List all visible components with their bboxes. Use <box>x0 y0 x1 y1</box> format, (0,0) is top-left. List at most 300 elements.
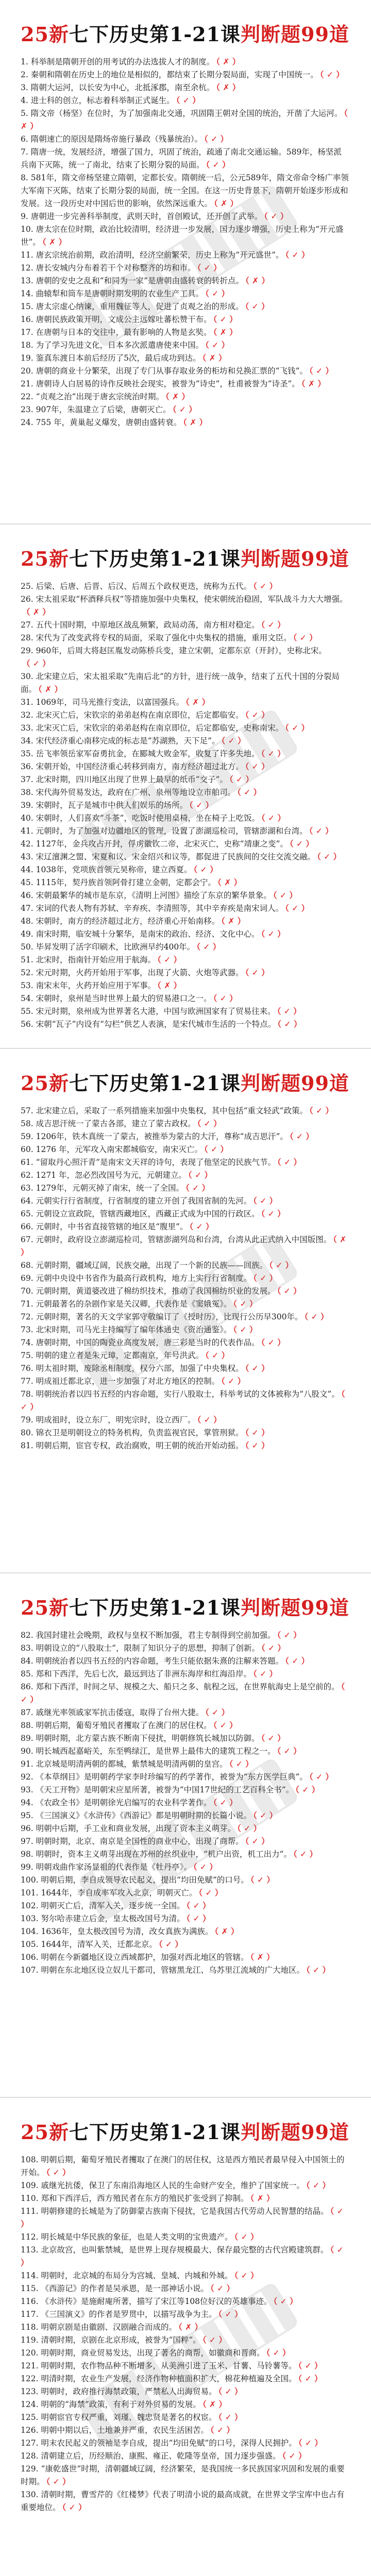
question-item <box>21 1324 349 1336</box>
question-text: 宋辽澶渊之盟、宋夏和议、宋金绍兴和议等，都促进了民族间的交往交流交融。 <box>36 852 316 861</box>
question-number: 56. <box>21 1020 33 1029</box>
question-text: 唐朝的商业十分繁荣，出现了专门从事存取业务的柜坊和兑换汇票的“飞钱”。 <box>36 366 308 376</box>
question-item <box>21 1439 349 1452</box>
question-item <box>21 1375 349 1388</box>
answer-mark: （ ✗ ） <box>216 57 241 66</box>
question-number: 5. <box>21 109 28 118</box>
question-item <box>21 979 349 992</box>
question-text: 明朝设立的“八股取士”，限制了知识分子的思想，抑制了创新。 <box>36 1643 260 1653</box>
question-number: 38. <box>21 788 33 797</box>
question-text: 1636年，皇太极改国号为清，改女真族为满族。 <box>41 1927 213 1936</box>
question-text: 隋朝速亡的原因是隋炀帝施行暴政（残暴统治）。 <box>30 134 203 144</box>
question-text: 宋朝最繁华的城市是东京，《清明上河图》描绘了东京的繁华景象。 <box>36 891 272 900</box>
question-item <box>21 825 349 838</box>
question-text: 1279年，元朝灭掉了南宋，统一了全国。 <box>36 1183 184 1193</box>
question-text: 明朝后期，葡萄牙殖民者攫取了在澳门的居住权，这是西方殖民者最早侵入中国领土的开始。 <box>21 2155 345 2177</box>
question-number: 13. <box>21 276 33 285</box>
question-text: 清朝时期，曹雪芹的《红楼梦》代表了明清小说的最高成就，在世界文学宝库中也占有重要地位。 <box>21 2490 345 2512</box>
question-number: 43. <box>21 852 33 861</box>
question-text: 秦朝和隋朝在历史上的地位是相似的，都结束了长期分裂局面，实现了中国统一。 <box>30 70 318 79</box>
answer-mark: （ ✓ ） <box>277 1631 301 1640</box>
question-text: 明朝在东北地区设立奴儿干都司，管辖黑龙江、乌苏里江流域的广大地区。 <box>41 1965 305 1975</box>
question-item <box>21 1143 349 1156</box>
question-number: 81. <box>21 1441 33 1450</box>
question-number: 92. <box>21 1772 33 1782</box>
title-main: 七下历史第1-21课 <box>69 1596 241 1619</box>
answer-mark: （ ✓ ） <box>298 2374 323 2383</box>
question-item <box>21 722 349 735</box>
question-item <box>21 735 349 748</box>
question-text: “留取丹心照汗青”是南宋文天祥的诗句，表现了他坚定的民族气节。 <box>36 1158 276 1167</box>
question-text: 宋朝时，人们喜欢“斗茶”，吃饭时使用桌椅，坐在椅子上吃饭。 <box>36 814 260 823</box>
answer-mark: （ ✗ ） <box>217 878 242 887</box>
answer-mark: （ ✓ ） <box>210 2426 234 2435</box>
question-number: 66. <box>21 1222 33 1231</box>
question-number: 35. <box>21 749 33 758</box>
question-number: 109. <box>21 2181 39 2190</box>
question-item <box>21 1349 349 1362</box>
question-text: 明朝统治者以四书五经的内容命题，考生只能依据朱熹的注解来答题。 <box>36 1656 284 1666</box>
answer-mark: （ ✓ ） <box>218 2387 243 2396</box>
answer-mark: （ ✗ ） <box>250 1953 275 1962</box>
question-number: 63. <box>21 1183 33 1193</box>
question-item <box>21 249 349 262</box>
question-number: 17. <box>21 328 33 337</box>
answer-mark: （ ✓ ） <box>309 826 333 836</box>
question-number: 104. <box>21 1927 39 1936</box>
answer-mark: （ ✓ ） <box>245 968 269 977</box>
question-item <box>21 709 349 722</box>
question-text: 唐朝的安史之乱和“和同为一家”是唐朝由盛转衰的转折点。 <box>36 276 244 285</box>
answer-mark: （ ✓ ） <box>188 1171 212 1180</box>
question-item <box>21 2411 349 2424</box>
answer-mark: （ ✓ ） <box>205 1708 230 1717</box>
question-item <box>21 1169 349 1182</box>
question-number: 115. <box>21 2284 39 2293</box>
answer-mark: （ ✗ ） <box>22 607 50 617</box>
question-number: 58. <box>21 1119 33 1128</box>
question-text: 隋朝大运河，以长安为中心，北抵涿郡，南至余杭。 <box>30 83 215 92</box>
question-number: 121. <box>21 2361 39 2370</box>
question-item <box>21 2295 349 2308</box>
question-text: 元朝时期，疆域辽阔，民族交融，出现了一个新的民族——回族。 <box>36 1261 268 1270</box>
answer-mark: （ ✓ ） <box>233 1299 258 1309</box>
question-item <box>21 172 349 210</box>
answer-mark: （ ✓ ） <box>253 582 278 591</box>
answer-mark: （ ✗ ） <box>38 685 63 694</box>
question-item <box>21 2179 349 2192</box>
question-text: 明长城是中华民族的象征，也是人类文明的宝贵遗产。 <box>41 2232 233 2242</box>
question-text: 明朝后期，葡萄牙殖民者攫取了在澳门的居住权。 <box>36 1721 212 1730</box>
question-item <box>21 1005 349 1018</box>
question-item <box>21 1706 349 1719</box>
question-number: 45. <box>21 878 33 887</box>
question-text: 后梁、后唐、后晋、后汉、后周五个政权更迭，统称为五代。 <box>36 582 252 591</box>
title-suffix: 判断题99道 <box>241 2121 349 2144</box>
question-item <box>21 1259 349 1272</box>
question-item <box>21 1018 349 1031</box>
answer-mark: （ ✗ ） <box>213 328 238 337</box>
question-text: 元朝时，为了加强对边疆地区的管理，设置了澎湖巡检司，管辖澎湖和台湾。 <box>36 826 308 836</box>
question-item <box>21 1758 349 1771</box>
question-item <box>21 902 349 915</box>
question-text: 宋朝时，瓦子是城市中供人们娱乐的场所。 <box>36 801 188 810</box>
answer-mark: （ ✓ ） <box>197 263 222 273</box>
question-number: 108. <box>21 2155 39 2164</box>
question-text: 宋代经济重心南移完成的标志是“苏湖熟，天下足”。 <box>36 736 220 745</box>
question-item <box>21 81 349 94</box>
question-text: 宋代为了改变武将专权的局面，采取了强化中央集权的措施，重用文臣。 <box>36 633 292 642</box>
question-number: 123. <box>21 2387 39 2396</box>
question-number: 51. <box>21 955 33 964</box>
answer-mark: （ ✓ ） <box>213 1798 238 1807</box>
question-item <box>21 748 349 760</box>
question-item <box>21 403 349 416</box>
question-number: 130. <box>21 2490 39 2499</box>
question-number: 54. <box>21 994 33 1003</box>
question-number: 3. <box>21 83 28 92</box>
sheet-2 <box>0 524 371 1049</box>
question-item <box>21 1208 349 1221</box>
question-text: 宋朝“瓦子”内设有“勾栏”供艺人表演，是宋代城市生活的一个特点。 <box>36 1020 276 1029</box>
question-text: 宋元时期，泉州成为世界著名大港，中国与欧洲国家有了贸易往来。 <box>36 1007 276 1016</box>
question-number: 10. <box>21 225 33 234</box>
question-text: 明末农民起义的领袖是李自成，提出“均田免赋”的口号，深得人民拥护。 <box>41 2438 297 2448</box>
answer-mark: （ ✓ ） <box>261 1338 285 1347</box>
question-item <box>21 133 349 146</box>
question-text: 明朝后期，李自成领导农民起义，提出“均田免赋”的口号。 <box>41 1875 249 1885</box>
question-number: 30. <box>21 672 33 681</box>
question-item <box>21 2437 349 2450</box>
question-number: 59. <box>21 1132 33 1141</box>
answer-mark: （ ✓ ） <box>197 1119 222 1128</box>
question-item <box>21 1221 349 1233</box>
question-text: 1206年，铁木真统一了蒙古，被推举为蒙古的大汗，尊称“成吉思汗”。 <box>36 1132 288 1141</box>
question-number: 14. <box>21 289 33 298</box>
question-text: 元朝时，政府设立澎湖巡检司，管辖澎湖列岛和台湾，台湾从此正式纳入中国版图。 <box>36 1235 332 1244</box>
question-text: 《农政全书》是明朝徐光启编写的农业科学著作。 <box>36 1798 212 1807</box>
answer-mark: （ ✓ ） <box>245 710 269 720</box>
question-number: 7. <box>21 147 28 157</box>
question-number: 96. <box>21 1824 33 1833</box>
answer-mark: （ ✓ ） <box>298 2361 323 2370</box>
answer-mark: （ ✓ ） <box>186 1901 211 1910</box>
question-text: 明朝时，北京城的布局分为宫城、皇城、内城和外城。 <box>41 2271 233 2280</box>
question-number: 77. <box>21 1377 33 1386</box>
question-number: 90. <box>21 1747 33 1756</box>
question-text: 成吉思汗统一了蒙古各部，建立了蒙古政权。 <box>36 1119 196 1128</box>
question-item <box>21 967 349 979</box>
question-item <box>21 2282 349 2295</box>
question-item <box>21 1272 349 1285</box>
question-item <box>21 1388 349 1414</box>
question-text: 1069年，司马光推行变法，以富国强兵。 <box>36 698 184 707</box>
question-number: 25. <box>21 582 33 591</box>
question-text: “康乾盛世”时期，清朝疆域辽阔，经济繁荣，是我国统一多民族国家巩固和发展的重要时期。 <box>21 2464 345 2486</box>
answer-mark: （ ✓ ） <box>221 736 246 745</box>
answer-mark: （ ✓ ） <box>293 1850 317 1859</box>
title-main: 七下历史第1-21课 <box>69 547 241 570</box>
question-text: 明朝统治者以四书五经的内容命题，实行八股取士，科举考试的文体被称为“八股文”。 <box>36 1389 340 1399</box>
question-number: 87. <box>21 1708 33 1717</box>
title-main: 七下历史第1-21课 <box>69 2121 241 2144</box>
answer-mark: （ ✓ ） <box>186 1914 211 1923</box>
question-text: 北京城是明清两朝的都城，紫禁城是明清两朝的皇宫。 <box>36 1759 228 1769</box>
question-number: 91. <box>21 1759 33 1769</box>
question-number: 44. <box>21 865 33 874</box>
question-number: 67. <box>21 1235 33 1244</box>
answer-mark: （ ✓ ） <box>282 2451 307 2461</box>
question-number: 125. <box>21 2413 39 2422</box>
question-number: 106. <box>21 1953 39 1962</box>
answer-mark: （ ✓ ） <box>245 762 269 771</box>
answer-mark: （ ✓ ） <box>237 788 262 797</box>
answer-mark: （ ✓ ） <box>293 633 317 642</box>
question-text: 明朝时期，农作物品种不断增多，从美洲引进了玉米、甘薯、马铃薯等。 <box>41 2361 297 2370</box>
answer-mark: （ ✓ ） <box>158 1940 183 1949</box>
question-number: 119. <box>21 2335 39 2345</box>
question-item <box>21 632 349 645</box>
question-item <box>21 2308 349 2321</box>
question-text: 《水浒传》是施耐庵所著，描写了宋江等108位好汉的英雄事迹。 <box>41 2297 272 2306</box>
question-item <box>21 365 349 378</box>
question-number: 85. <box>21 1669 33 1679</box>
question-number: 18. <box>21 341 33 350</box>
question-item <box>21 1809 349 1822</box>
question-text: 北宋时，指南针开始应用于航海。 <box>36 955 156 964</box>
question-number: 88. <box>21 1721 33 1730</box>
question-number: 114. <box>21 2271 39 2280</box>
answer-mark: （ ✓ ） <box>206 160 230 170</box>
question-item <box>21 1887 349 1900</box>
question-item <box>21 1745 349 1758</box>
question-number: 29. <box>21 646 33 655</box>
question-number: 95. <box>21 1811 33 1820</box>
question-number: 20. <box>21 366 33 376</box>
question-item <box>21 146 349 172</box>
answer-mark: （ ✗ ） <box>301 379 326 388</box>
question-text: 960年，后周大将赵匡胤发动陈桥兵变，建立宋朝，定都东京（开封），史称北宋。 <box>36 646 327 655</box>
question-text: 明朝时期，北方蒙古族不断南下侵扰，明朝修筑长城加以防御。 <box>36 1734 260 1743</box>
answer-mark: （ ✓ ） <box>198 1888 223 1897</box>
question-text: 北宋建立后，宋太祖采取“先南后北”的方针，进行统一战争，结束了五代十国的分裂局面。 <box>21 672 340 694</box>
question-item <box>21 2424 349 2437</box>
question-text: 《三国演义》《水浒传》《西游记》都是明朝时期的长篇小说。 <box>36 1811 252 1820</box>
question-item <box>21 262 349 275</box>
question-item <box>21 56 349 69</box>
question-item <box>21 223 349 249</box>
sheet-1 <box>0 0 371 524</box>
question-item <box>21 275 349 287</box>
answer-mark: （ ✗ ） <box>214 199 239 208</box>
question-text: 元朝时，中书省直接管辖的地区是“腹里”。 <box>36 1222 188 1231</box>
answer-mark: （ ✓ ） <box>193 865 218 874</box>
question-number: 99. <box>21 1862 33 1872</box>
question-number: 32. <box>21 710 33 720</box>
answer-mark: （ ✓ ） <box>245 1837 269 1846</box>
question-item <box>21 1629 349 1642</box>
question-list <box>21 1105 349 1452</box>
question-number: 65. <box>21 1209 33 1218</box>
question-number: 47. <box>21 904 33 913</box>
question-item <box>21 1797 349 1809</box>
question-item <box>21 1311 349 1324</box>
question-text: 北宋时期，司马光主持编写了编年体通史《资治通鉴》。 <box>36 1325 232 1334</box>
question-item <box>21 1874 349 1887</box>
question-number: 100. <box>21 1875 39 1885</box>
question-item <box>21 786 349 799</box>
question-item <box>21 1900 349 1912</box>
title-main: 七下历史第1-21课 <box>69 1072 241 1095</box>
question-item <box>21 2244 349 2269</box>
question-text: 《西游记》的作者是吴承恩，是一部神话小说。 <box>41 2284 209 2293</box>
question-item <box>21 2347 349 2360</box>
question-number: 36. <box>21 762 33 771</box>
sheet-4 <box>0 1573 371 2098</box>
question-text: 581年，隋文帝杨坚建立隋朝，定都长安。隋朝统一后，公元589年，隋文帝命令杨广率领大军南下灭陈，结束了长期分裂的局面，统一全国。在这一历史背景下，隋朝开始逐步形成和发展。这一段历史对中国后世的影响，依然深远重大。 <box>21 173 349 208</box>
question-item <box>21 1298 349 1311</box>
question-item <box>21 339 349 352</box>
question-number: 71. <box>21 1299 33 1309</box>
question-number: 52. <box>21 968 33 977</box>
question-item <box>21 1156 349 1169</box>
answer-mark: （ ✓ ） <box>309 1772 333 1782</box>
question-number: 57. <box>21 1106 33 1115</box>
answer-mark: （ ✓ ） <box>234 2232 259 2242</box>
question-list <box>21 1629 349 1977</box>
sheet-title <box>21 547 349 571</box>
question-number: 126. <box>21 2426 39 2435</box>
question-number: 129. <box>21 2464 39 2473</box>
answer-mark: （ ✓ ） <box>253 1669 278 1679</box>
answer-mark: （ ✓ ） <box>261 749 285 758</box>
question-text: 1644年，李自成率军攻入北京，明朝灭亡。 <box>41 1888 197 1897</box>
answer-mark: （ ✓ ） <box>269 1261 294 1270</box>
question-text: 北宋灭亡后，宋钦宗的弟弟赵构在南京即位，后定都临安，史称南宋。 <box>36 723 284 733</box>
answer-mark: （ ✓ ） <box>306 2181 330 2190</box>
question-text: 隋唐一统，发展经济，增强了国力，巩固了统治，疏通了南北交通运输。589年，杨坚派兵南下灭陈，统一了南北，结束了长期分裂的局面。 <box>21 147 342 170</box>
question-text: 北宋建立后，采取了一系列措施来加强中央集权，其中包括“重文轻武”政策。 <box>36 1106 308 1115</box>
question-text: 《三国演义》的作者是罗贯中，以描写战争为主。 <box>41 2310 217 2319</box>
question-item <box>21 2385 349 2398</box>
answer-mark: （ ✓ ） <box>202 2335 227 2345</box>
answer-mark: （ ✓ ） <box>229 1759 254 1769</box>
question-number: 19. <box>21 353 33 363</box>
question-number: 50. <box>21 942 33 952</box>
question-item <box>21 1938 349 1951</box>
question-list <box>21 2154 349 2514</box>
answer-mark: （ ✓ ） <box>189 801 214 810</box>
question-number: 120. <box>21 2348 39 2358</box>
answer-mark: （ ✓ ） <box>253 1196 278 1206</box>
question-number: 69. <box>21 1274 33 1283</box>
question-text: 毕昇发明了活字印刷术，比欧洲早约400年。 <box>36 942 195 952</box>
title-suffix: 判断题99道 <box>241 23 349 46</box>
question-item <box>21 1912 349 1925</box>
answer-mark: （ ✓ ） <box>309 1106 333 1115</box>
question-item <box>21 210 349 223</box>
question-number: 103. <box>21 1914 39 1923</box>
question-item <box>21 619 349 632</box>
answer-mark: （ ✗ ） <box>157 981 182 990</box>
question-list <box>21 56 349 429</box>
answer-mark: （ ✓ ） <box>285 904 310 913</box>
answer-mark: （ ✓ ） <box>304 1312 329 1321</box>
question-text: 元朝最著名的杂剧作家是关汉卿，代表作是《窦娥冤》。 <box>36 1299 232 1309</box>
answer-mark: （ ✓ ） <box>317 852 342 861</box>
question-item <box>21 2334 349 2347</box>
question-text: 宋元时期，火药开始用于军事，出现了火箭、火炮等武器。 <box>36 968 244 977</box>
question-number: 124. <box>21 2400 39 2409</box>
question-number: 73. <box>21 1325 33 1334</box>
question-text: 明朝中期以后，土地兼并严重，农民生活困苦。 <box>41 2426 209 2435</box>
question-item <box>21 2372 349 2385</box>
question-text: 南宋时期，临安城十分繁华，是南宋的政治、经济、文化中心。 <box>36 929 260 939</box>
sheet-title <box>21 2121 349 2144</box>
answer-mark: （ ✓ ） <box>285 723 310 733</box>
question-text: 1127年，金兵攻占开封，俘虏徽钦二帝，北宋灭亡，史称“靖康之变”。 <box>36 839 288 849</box>
question-text: 曲辕犁和筒车是唐朝时期发明的农业生产工具。 <box>36 289 204 298</box>
question-text: 明朝时期，北京、南京是全国性的商业中心，出现了商帮。 <box>36 1837 244 1846</box>
question-item <box>21 2205 349 2231</box>
answer-mark: （ ✓ ） <box>197 1415 222 1425</box>
question-text: 明朝时，政府推行海禁政策，严禁私人出海贸易。 <box>41 2387 217 2396</box>
answer-mark: （ ✓ ） <box>213 1721 238 1730</box>
question-text: 明朝的建立者是朱元璋，定都南京，年号洪武。 <box>36 1351 204 1360</box>
question-number: 21. <box>21 379 33 388</box>
question-text: 明朝中后期，手工业和商业发展，出现了资本主义萌芽。 <box>36 1824 236 1833</box>
question-text: 明朝灭亡后，清军入关，逐步统一全国。 <box>41 1901 185 1910</box>
question-item <box>21 1668 349 1681</box>
question-item <box>21 2321 349 2334</box>
question-item <box>21 1233 349 1259</box>
sheet-title <box>21 23 349 46</box>
question-number: 70. <box>21 1286 33 1296</box>
answer-mark: （ ✓ ） <box>277 1286 301 1296</box>
question-text: 明清时期，农业生产发展，经济作物种植面积扩大，棉花种植遍及全国。 <box>41 2374 297 2383</box>
title-suffix: 判断题99道 <box>241 1072 349 1095</box>
question-text: 明成祖时，设立东厂，明宪宗时，设立西厂。 <box>36 1415 196 1425</box>
question-number: 78. <box>21 1389 33 1399</box>
question-number: 110. <box>21 2194 39 2203</box>
answer-mark: （ ✗ ） <box>165 392 190 401</box>
answer-mark: （ ✓ ） <box>204 134 229 144</box>
question-number: 128. <box>21 2451 39 2461</box>
question-item <box>21 2488 349 2514</box>
title-prefix: 25新 <box>21 1072 69 1095</box>
question-item <box>21 1964 349 1977</box>
question-number: 31. <box>21 698 33 707</box>
title-prefix: 25新 <box>21 1596 69 1619</box>
question-number: 28. <box>21 633 33 642</box>
question-item <box>21 838 349 851</box>
answer-mark: （ ✗ ） <box>183 418 208 427</box>
question-item <box>21 851 349 863</box>
question-number: 80. <box>21 1428 33 1437</box>
question-number: 27. <box>21 620 33 630</box>
question-number: 62. <box>21 1171 33 1180</box>
answer-mark: （ ✓ ） <box>196 942 221 952</box>
question-item <box>21 69 349 81</box>
question-item <box>21 1835 349 1848</box>
question-number: 40. <box>21 814 33 823</box>
question-text: “贞观之治”出现于唐玄宗统治时期。 <box>36 392 164 401</box>
answer-mark: （ ✓ ） <box>210 2284 234 2293</box>
question-number: 39. <box>21 801 33 810</box>
answer-mark: （ ✗ ） <box>202 2400 227 2409</box>
title-suffix: 判断题99道 <box>241 1596 349 1619</box>
question-number: 82. <box>21 1631 33 1640</box>
